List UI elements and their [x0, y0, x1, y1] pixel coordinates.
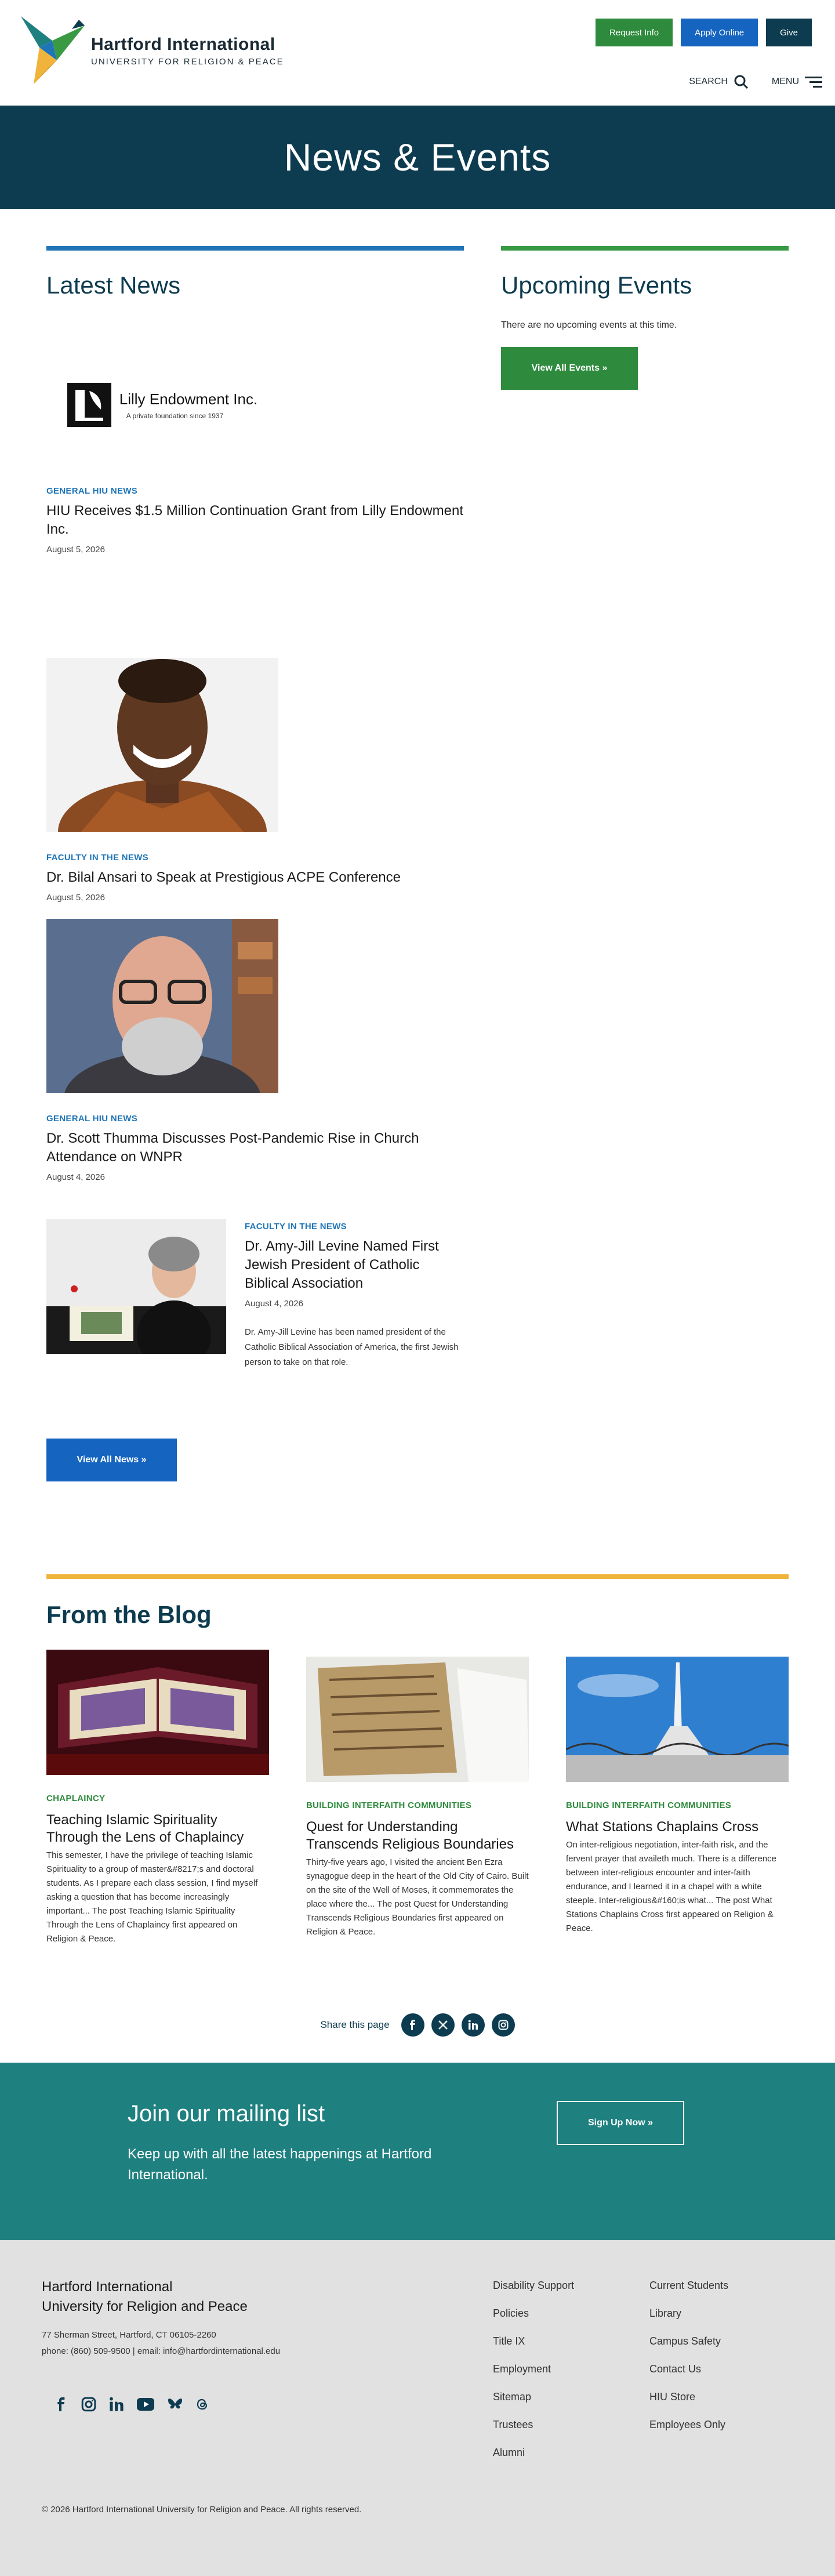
scott-thumma-photo[interactable] [46, 919, 278, 1093]
instagram-icon[interactable] [81, 2397, 96, 2412]
lilly-logo-icon [67, 383, 111, 427]
blog-image-manuscript[interactable] [306, 1657, 529, 1782]
footer-link-employment[interactable]: Employment [493, 2363, 551, 2375]
footer-name-line2: University for Religion and Peace [42, 2299, 248, 2314]
news-date: August 4, 2026 [46, 1172, 105, 1182]
news-category[interactable]: GENERAL HIU NEWS [46, 1114, 138, 1124]
view-all-news-button[interactable]: View All News » [46, 1439, 177, 1481]
events-divider [501, 246, 789, 251]
footer-contact[interactable]: phone: (860) 509-9500 | email: info@hartfordinternational.edu [42, 2346, 281, 2356]
blog-post [566, 1657, 789, 1936]
upcoming-events-title: Upcoming Events [501, 271, 692, 299]
blog-post-title[interactable]: What Stations Chaplains Cross [566, 1819, 759, 1835]
footer-name-line1: Hartford International [42, 2279, 173, 2295]
lilly-endowment-image[interactable] [46, 347, 278, 463]
news-title[interactable]: Dr. Amy-Jill Levine Named First Jewish President of Catholic Biblical Association [245, 1238, 439, 1291]
lilly-image-sublabel: A private foundation since 1937 [126, 411, 224, 420]
footer-link-current-students[interactable]: Current Students [649, 2280, 729, 2291]
share-x-button[interactable] [431, 2013, 455, 2037]
footer-link-trustees[interactable]: Trustees [493, 2419, 533, 2430]
view-all-events-button[interactable]: View All Events » [501, 347, 638, 390]
news-title[interactable]: Dr. Scott Thumma Discusses Post-Pandemic Rise in Church Attendance on WNPR [46, 1131, 419, 1165]
footer-social-links [55, 2397, 209, 2412]
upcoming-events-section [501, 246, 789, 390]
featured-news-text [245, 1222, 465, 1370]
menu-toggle[interactable] [772, 75, 822, 88]
mailing-list-section [0, 2063, 835, 2240]
menu-label: MENU [771, 77, 799, 86]
hamburger-menu-icon [805, 75, 822, 88]
blog-excerpt: On inter-religious negotiation, inter-faith risk, and the fervent prayer that availeth much. There is a difference between inter-religious encounter and inter-faith endurance, and I learned it in a chapel with a white steeple. Inter-religious&#160;is what... The post What Stations Chaplains Cross first appeared on Religion & Peace. [566, 1840, 776, 1933]
search-icon [734, 74, 749, 89]
search-toggle[interactable] [689, 74, 749, 89]
portrait-photo-icon [46, 658, 278, 832]
blog-category[interactable]: CHAPLAINCY [46, 1794, 106, 1803]
footer-links-col2 [649, 2278, 728, 2445]
footer-link-sitemap[interactable]: Sitemap [493, 2391, 532, 2403]
blog-category[interactable]: BUILDING INTERFAITH COMMUNITIES [566, 1800, 732, 1810]
share-facebook-button[interactable] [401, 2013, 424, 2037]
blog-section [0, 1479, 835, 1987]
bluesky-icon[interactable] [167, 2397, 183, 2412]
facebook-icon [408, 2020, 418, 2030]
no-events-text: There are no upcoming events at this time. [501, 320, 677, 330]
latest-news-title: Latest News [46, 271, 181, 299]
news-title[interactable]: Dr. Bilal Ansari to Speak at Prestigious ACPE Conference [46, 869, 401, 885]
blog-excerpt: This semester, I have the privilege of teaching Islamic Spirituality to a group of master&#8217;s and doctoral students. As I prepare each class session, I find myself asking a question that has become increasingly important... The post Teaching Islamic Spirituality Through the Lens of Chaplaincy first appeared on Religion & Peace. [46, 1850, 258, 1944]
footer-link-alumni[interactable]: Alumni [493, 2447, 525, 2458]
news-item [46, 347, 464, 555]
footer-link-library[interactable]: Library [649, 2307, 682, 2319]
news-category[interactable]: FACULTY IN THE NEWS [46, 853, 148, 863]
amy-jill-levine-photo[interactable] [46, 1219, 226, 1354]
footer-address: 77 Sherman Street, Hartford, CT 06105-2260 [42, 2330, 216, 2340]
footer-link-hiu-store[interactable]: HIU Store [649, 2391, 696, 2403]
site-footer [0, 2240, 835, 2576]
footer-link-employees-only[interactable]: Employees Only [649, 2419, 726, 2430]
share-instagram-button[interactable] [492, 2013, 515, 2037]
site-logo[interactable] [16, 12, 284, 90]
blog-post-title[interactable]: Quest for Understanding Transcends Religious Boundaries [306, 1819, 514, 1852]
main-content [0, 209, 835, 1479]
footer-links-col1 [493, 2278, 574, 2473]
facebook-icon[interactable] [55, 2397, 68, 2411]
portrait-photo-icon [46, 919, 278, 1093]
footer-link-title-ix[interactable]: Title IX [493, 2335, 525, 2347]
blog-post-title[interactable]: Teaching Islamic Spirituality Through the Lens of Chaplaincy [46, 1812, 244, 1845]
blog-image-quran[interactable] [46, 1650, 269, 1775]
search-label: SEARCH [689, 77, 728, 86]
footer-copyright: © 2026 Hartford International University for Religion and Peace. All rights reserved. [42, 2505, 362, 2515]
blog-divider [46, 1574, 789, 1579]
news-item [46, 658, 464, 903]
news-item [46, 919, 464, 1182]
logo-subtitle: UNIVERSITY FOR RELIGION & PEACE [91, 57, 284, 67]
share-linkedin-button[interactable] [462, 2013, 485, 2037]
request-info-button[interactable]: Request Info [596, 19, 673, 46]
blog-post [46, 1650, 269, 1946]
blog-post [306, 1657, 529, 1939]
mailing-title: Join our mailing list [128, 2101, 325, 2126]
footer-link-policies[interactable]: Policies [493, 2307, 529, 2319]
linkedin-icon[interactable] [109, 2397, 124, 2412]
news-date: August 4, 2026 [245, 1299, 303, 1309]
threads-icon[interactable] [196, 2397, 209, 2411]
portrait-photo-icon [46, 1219, 226, 1354]
site-header [0, 0, 835, 106]
blog-excerpt: Thirty-five years ago, I visited the ancient Ben Ezra synagogue deep in the heart of the Old City of Cairo. Built on the site of the Well of Moses, it commemorates the place where the... The post Quest for Understanding Transcends Religious Boundaries first appeared on Religion & Peace. [306, 1857, 529, 1937]
page-title: News & Events [284, 136, 551, 179]
footer-link-campus-safety[interactable]: Campus Safety [649, 2335, 721, 2347]
news-category[interactable]: GENERAL HIU NEWS [46, 486, 138, 496]
blog-title: From the Blog [46, 1601, 212, 1628]
share-bar [0, 1987, 835, 2063]
lilly-image-label: Lilly Endowment Inc. [119, 390, 258, 408]
news-category[interactable]: FACULTY IN THE NEWS [245, 1222, 347, 1231]
news-divider [46, 246, 464, 251]
logo-name: Hartford International [91, 35, 275, 54]
news-date: August 5, 2026 [46, 545, 105, 555]
mailing-subtitle: Keep up with all the latest happenings at Hartford International. [128, 2146, 432, 2183]
instagram-icon [498, 2020, 509, 2030]
page-hero [0, 106, 835, 209]
book-photo-icon [46, 1650, 269, 1775]
apply-online-button[interactable]: Apply Online [681, 19, 758, 46]
steeple-photo-icon [566, 1657, 789, 1782]
blog-image-steeple[interactable] [566, 1657, 789, 1782]
youtube-icon[interactable] [137, 2397, 154, 2411]
manuscript-photo-icon [306, 1657, 529, 1782]
latest-news-header [46, 246, 464, 299]
share-label: Share this page [320, 2019, 390, 2030]
hummingbird-logo-icon [16, 12, 89, 90]
blog-category[interactable]: BUILDING INTERFAITH COMMUNITIES [306, 1800, 472, 1810]
linkedin-icon [468, 2020, 478, 2030]
news-title[interactable]: HIU Receives $1.5 Million Continuation Grant from Lilly Endowment Inc. [46, 503, 463, 537]
news-date: August 5, 2026 [46, 893, 105, 903]
footer-link-disability-support[interactable]: Disability Support [493, 2280, 575, 2291]
sign-up-button[interactable]: Sign Up Now » [557, 2101, 684, 2145]
bilal-ansari-photo[interactable] [46, 658, 278, 832]
footer-link-contact-us[interactable]: Contact Us [649, 2363, 702, 2375]
give-button[interactable]: Give [766, 19, 812, 46]
news-excerpt: Dr. Amy-Jill Levine has been named president of the Catholic Biblical Association of America, the first Jewish person to take on that role. [245, 1327, 459, 1367]
x-icon [438, 2020, 448, 2030]
